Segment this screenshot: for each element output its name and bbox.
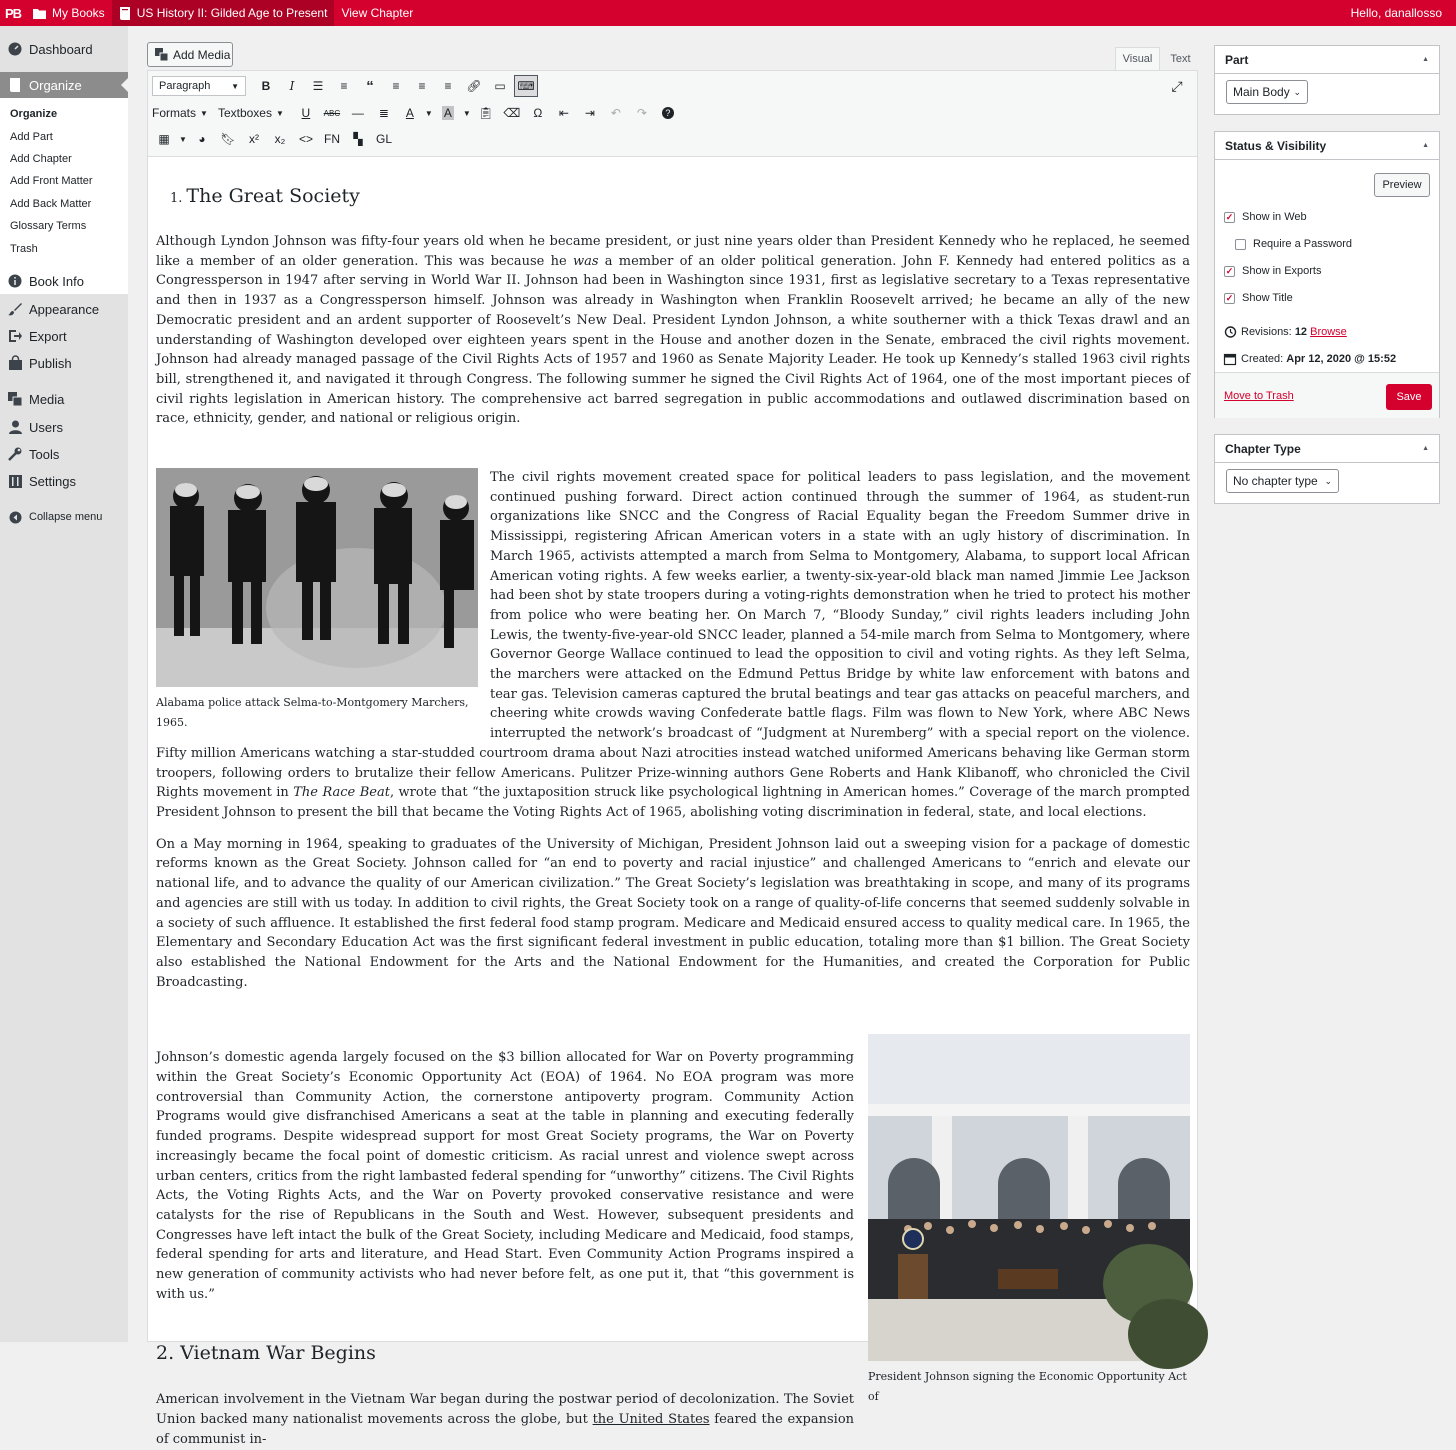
paragraph-1 xyxy=(156,232,1190,429)
chapter-type-select-value: No chapter type xyxy=(1233,474,1318,488)
menu-export[interactable] xyxy=(0,322,128,350)
greeting-label: Hello, danallosso xyxy=(1350,6,1442,20)
eoa-signing-photo[interactable] xyxy=(868,1034,1190,1361)
submenu-organize[interactable]: Organize xyxy=(10,108,58,120)
justify-icon[interactable]: ≣ xyxy=(378,106,389,120)
revisions-row xyxy=(1224,326,1347,338)
created-row xyxy=(1224,353,1396,365)
strikethrough-button[interactable]: ABC xyxy=(323,108,341,118)
editor-toolbar xyxy=(148,71,1197,157)
fullscreen-icon[interactable]: ⤢ xyxy=(1171,77,1183,94)
status-visibility-panel xyxy=(1214,131,1440,418)
folder-icon xyxy=(33,8,46,19)
menu-book-info[interactable] xyxy=(0,267,128,295)
require-password-checkbox[interactable] xyxy=(1235,238,1352,250)
chevron-down-icon[interactable]: ▼ xyxy=(462,108,471,118)
submenu-add-part[interactable]: Add Part xyxy=(10,131,53,143)
menu-collapse-label: Collapse menu xyxy=(29,511,103,523)
export-icon xyxy=(8,329,22,343)
calendar-icon xyxy=(1224,353,1236,365)
add-media-button[interactable] xyxy=(147,42,233,67)
view-chapter-link[interactable] xyxy=(334,0,420,26)
status-panel-title: Status & Visibility xyxy=(1225,138,1327,153)
chapter-type-panel xyxy=(1214,434,1440,504)
chapter-heading-1 xyxy=(170,183,1190,212)
glossary-button[interactable]: GL xyxy=(375,132,392,146)
bulleted-list-icon[interactable]: ☰ xyxy=(312,79,324,93)
read-more-icon[interactable]: ▭ xyxy=(494,79,506,93)
grid-icon[interactable]: ▚ xyxy=(353,132,363,146)
background-color-icon[interactable]: A xyxy=(443,106,452,120)
bold-button[interactable]: B xyxy=(261,79,271,93)
paragraph-text: a member of an older political generation. John F. Kennedy had entered politics as a Congressperson in 1947 after serving in World War II. Johnson had been in Washington since 1931, first as legislative secretary to a Texas representative and then in 1937 as a Congressperson himself. Johnson was already in Washington when Franklin Roosevelt arrived; he became an ally of the new Democratic president and an ardent supporter of Roosevelt’s New Deal. President Lyndon Johnson, a white southerner with a thick Texas drawl and an understanding of Washington developed over eighteen years spent in the House and another dozen in the Senate, embraced the civil rights movement. Johnson had already managed passage of the Civil Rights Acts of 1957 and 1960 as Senate Majority Leader. He took up Kennedy’s stalled 1963 civil rights bill, strengthened it, and navigated it through Congress. The following summer he signed the Civil Rights Act of 1964, one of the most important pieces of civil rights legislation in American history. The comprehensive act barred segregation in public accommodations and outlawed discrimination based on race, ethnicity, gender, and national or religious origin. xyxy=(156,253,1190,427)
wrench-icon xyxy=(8,447,22,461)
settings-sliders-icon xyxy=(8,474,22,488)
indent-icon[interactable]: ⇥ xyxy=(584,106,595,120)
collapse-arrow-icon[interactable]: ▲ xyxy=(1422,445,1429,452)
pressbooks-logo[interactable]: PB xyxy=(4,5,22,21)
revisions-label: Revisions: xyxy=(1241,326,1292,338)
browse-revisions-link[interactable]: Browse xyxy=(1310,326,1347,338)
organize-submenu xyxy=(0,98,128,294)
paragraph-text: feared the expansion of communist in- xyxy=(156,1412,855,1447)
part-select-value: Main Body xyxy=(1233,85,1290,99)
book-icon xyxy=(119,7,131,20)
align-center-icon[interactable]: ≡ xyxy=(418,79,426,93)
collapse-arrow-icon[interactable]: ▲ xyxy=(1422,56,1429,63)
clear-formatting-icon[interactable]: ⌫ xyxy=(503,106,521,120)
media-icon xyxy=(155,48,168,61)
menu-tools[interactable] xyxy=(0,440,128,468)
redo-icon[interactable]: ↷ xyxy=(636,106,647,120)
created-label: Created: xyxy=(1241,353,1284,365)
menu-organize-label: Organize xyxy=(29,77,82,93)
part-panel-header[interactable] xyxy=(1215,46,1439,74)
footnote-button[interactable]: FN xyxy=(324,132,340,146)
menu-publish[interactable] xyxy=(0,349,128,377)
editor-content[interactable] xyxy=(156,171,1190,1450)
menu-dashboard-label: Dashboard xyxy=(29,41,93,57)
menu-export-label: Export xyxy=(29,328,67,344)
menu-settings[interactable] xyxy=(0,467,128,495)
user-icon xyxy=(8,420,22,434)
book-title-link[interactable] xyxy=(112,0,335,26)
move-to-trash-link[interactable]: Move to Trash xyxy=(1224,390,1294,402)
figure-selma[interactable] xyxy=(156,468,478,733)
textboxes-dropdown[interactable] xyxy=(218,106,284,120)
textboxes-label: Textboxes xyxy=(217,106,272,120)
menu-media-label: Media xyxy=(29,391,65,407)
paste-text-icon[interactable]: 📋︎ xyxy=(478,106,494,120)
help-icon[interactable]: ? xyxy=(656,102,680,124)
align-right-icon[interactable]: ≡ xyxy=(444,79,452,93)
menu-appearance-label: Appearance xyxy=(29,301,100,317)
undo-icon[interactable]: ↶ xyxy=(610,106,621,120)
shopping-bag-icon xyxy=(8,356,22,370)
toolbar-toggle-icon[interactable]: ⌨ xyxy=(514,75,538,97)
numbered-list-icon[interactable]: ≡ xyxy=(340,79,348,93)
editor-area[interactable] xyxy=(147,70,1198,1447)
menu-publish-label: Publish xyxy=(29,355,72,371)
menu-users-label: Users xyxy=(29,419,63,435)
menu-settings-label: Settings xyxy=(29,473,76,489)
require-password-label: Require a Password xyxy=(1253,238,1353,250)
revisions-count: 12 xyxy=(1294,326,1308,338)
underline-button[interactable]: U xyxy=(301,106,311,120)
admin-sidebar xyxy=(0,26,128,1342)
dashboard-icon xyxy=(8,42,22,56)
paragraph-emphasis: was xyxy=(572,253,599,269)
submenu-trash[interactable]: Trash xyxy=(10,243,38,255)
show-title-checkbox[interactable] xyxy=(1224,292,1293,304)
checkmark-icon[interactable]: ✓ xyxy=(1225,211,1234,222)
show-in-web-checkbox[interactable] xyxy=(1224,211,1307,223)
collapse-arrow-icon[interactable]: ▲ xyxy=(1422,142,1429,149)
chevron-down-icon: ▼ xyxy=(275,108,284,118)
menu-collapse[interactable] xyxy=(0,503,128,531)
tab-visual[interactable]: Visual xyxy=(1115,47,1160,70)
media-icon xyxy=(8,392,22,406)
paragraph-link[interactable]: the United States xyxy=(592,1412,710,1428)
menu-appearance[interactable] xyxy=(0,295,128,323)
submenu-glossary-terms[interactable]: Glossary Terms xyxy=(10,220,87,232)
my-books-link[interactable] xyxy=(26,0,112,26)
chevron-down-icon: ⌄ xyxy=(1324,475,1332,486)
link-icon[interactable]: 🔗︎ xyxy=(466,79,482,93)
paragraph-text: The civil rights movement created space for political leaders to pass legislation, and the movement continued pushing forward. Direct action continued through the summer of 1964, as student-run organizations like SNCC and the Congress of Racial Equality began the Freedom Summer drive in Mississippi, registering African American voters in a state with an ugly history of discrimination. In March 1965, activists attempted a march from Selma to Montgomery, Alabama, to support local African American voting rights. A few weeks earlier, a twenty-six-year-old black man named Jimmie Lee Jackson had been shot by state troopers during a voting-rights demonstration when he tried to protect his mother from police who were beating her. On March 7, “Bloody Sunday,” civil rights leaders including John Lewis, the twenty-five-year-old SNCC leader, planned a 54-mile march from Selma to Montgomery, where Governor George Wallace continued to lead the opposition to civil and voting rights. As they left Selma, the marchers were attacked on the Edmund Pettus Bridge by white law enforcement with batons and tear gas. Television cameras captured the brutal beatings and tear gas attacks on peaceful marchers, and cheering white crowds waving Confederate battle flags. Film was flown to New York, where ABC News interrupted the network’s broadcast of “Judgment at Nuremberg” with a special report on the violence. Fifty million Americans watching a star-studded courtroom drama about Nazi atrocities instead watched uniformed Americans behaving like German storm troopers, following orders to brutalize their fellow Americans. Pulitzer Prize-winning authors Gene Roberts and Hank Klibanoff, who chronicled the Civil Rights movement in xyxy=(156,470,1190,801)
superscript-icon[interactable]: x² xyxy=(249,132,259,146)
collapse-icon xyxy=(8,510,22,524)
paragraph-format-value: Paragraph xyxy=(159,80,211,92)
chevron-down-icon[interactable]: ▼ xyxy=(179,134,187,144)
view-chapter-label: View Chapter xyxy=(341,6,414,20)
chapter-type-panel-header[interactable] xyxy=(1215,435,1439,463)
bookmark-icon[interactable]: 🔖︎ xyxy=(220,132,236,146)
preview-button[interactable]: Preview xyxy=(1374,173,1430,197)
menu-dashboard[interactable] xyxy=(0,35,128,63)
user-greeting[interactable] xyxy=(1351,0,1442,26)
my-books-label: My Books xyxy=(52,6,105,20)
formats-label: Formats xyxy=(152,106,197,120)
chapter-type-panel-title: Chapter Type xyxy=(1225,441,1301,456)
tab-text[interactable]: Text xyxy=(1170,52,1191,65)
equation-icon[interactable]: ◕ xyxy=(198,132,206,146)
history-icon xyxy=(1224,326,1236,338)
blockquote-icon[interactable]: “ xyxy=(366,77,374,95)
book-title-label: US History II: Gilded Age to Present xyxy=(136,6,328,20)
menu-media[interactable] xyxy=(0,385,128,413)
part-panel xyxy=(1214,45,1440,115)
submenu-add-front-matter[interactable]: Add Front Matter xyxy=(10,175,93,187)
paragraph-text: Although Lyndon Johnson was fifty-four years old when he became president, or just nine years older than President Kennedy who he replaced, he seemed like a member of an older generation. This was because he xyxy=(156,234,1190,269)
menu-book-info-label: Book Info xyxy=(29,273,84,289)
chevron-down-icon: ▼ xyxy=(231,81,239,91)
paragraph-4: Johnson’s domestic agenda largely focused on the $3 billion allocated for War on Poverty programming within the Great Society’s Economic Opportunity Act (EOA) of 1964. No EOA program was more controversial than Community Action, the cornerstone antipoverty program. Community Action Programs would give disfranchised Americans a seat at the table in planning and executing federally funded programs. Despite widespread support for most Great Society programs, the War on Poverty increasingly became the focal point of domestic criticism. As racial unrest and violence swept across urban centers, critics from the right lambasted federal spending for “unworthy” citizens. The Civil Rights Acts, the Voting Rights Acts, and the War on Poverty provoked conservative resistance and were catalysts for the rise of Republicans in the South and West. However, subsequent presidents and Congresses have left intact the bulk of the Great Society, including Medicare and Medicaid, food stamps, federal spending for arts and literature, and Head Start. Even Community Action Programs inspired a new generation of community activists who had never before felt, as one put it, that “this government is with us.” xyxy=(156,1050,854,1302)
paragraph-emphasis: The Race Beat xyxy=(293,785,390,801)
heading-number: 1. xyxy=(170,191,183,206)
paragraph-text: American involvement in the Vietnam War began during the postwar period of decolonization. The Soviet Union backed many nationalist movements across the globe, but xyxy=(156,1392,854,1428)
status-panel-header[interactable] xyxy=(1215,132,1439,160)
paintbrush-icon xyxy=(8,302,22,316)
italic-button[interactable]: I xyxy=(289,79,295,93)
show-in-exports-checkbox[interactable] xyxy=(1224,265,1321,277)
chevron-down-icon: ▼ xyxy=(200,108,208,118)
part-select[interactable] xyxy=(1226,80,1308,104)
special-character-icon[interactable]: Ω xyxy=(533,106,543,120)
show-in-exports-label: Show in Exports xyxy=(1242,265,1322,277)
paragraph-3: On a May morning in 1964, speaking to graduates of the University of Michigan, President Johnson laid out a sweeping vision for a package of domestic reforms known as the Great Society. Johnson called for “an end to poverty and racial injustice” and challenged Americans to “enrich and elevate our national life, and to advance the quality of our American civilization.” The Great Society’s legislation was breathtaking in scope, and many of its programs and agencies are still with us today. In addition to civil rights, the Great Society took on a range of quality-of-life concerns that seemed suddenly solvable in a society of such affluence. It established the first federal food stamp program. Medicare and Medicaid ensured access to quality medical care. In 1965, the Elementary and Secondary Education Act was the first significant federal investment in public education, totaling more than $1 billion. The Great Society also established the National Endowment for the Arts and the National Endowment for the Humanities, and created the Corporation for Public Broadcasting. xyxy=(156,836,1190,990)
menu-organize[interactable] xyxy=(0,72,128,98)
show-title-label: Show Title xyxy=(1242,292,1293,304)
chapter-heading-2: 2. Vietnam War Begins xyxy=(156,1342,376,1365)
submenu-add-chapter[interactable]: Add Chapter xyxy=(10,153,72,165)
book-icon xyxy=(8,78,22,92)
checkmark-icon[interactable]: ✓ xyxy=(1225,292,1234,303)
info-icon xyxy=(8,274,22,288)
formats-dropdown[interactable] xyxy=(152,106,208,120)
save-button[interactable]: Save xyxy=(1386,384,1432,410)
table-icon[interactable]: ▦ xyxy=(158,132,170,146)
chevron-down-icon: ⌄ xyxy=(1293,86,1301,97)
code-icon[interactable]: <> xyxy=(298,132,313,146)
horizontal-line-icon[interactable]: — xyxy=(351,106,364,120)
paragraph-format-select[interactable] xyxy=(152,76,246,96)
menu-users[interactable] xyxy=(0,413,128,441)
show-in-web-label: Show in Web xyxy=(1242,211,1307,223)
align-left-icon[interactable]: ≡ xyxy=(392,79,400,93)
chevron-down-icon[interactable]: ▼ xyxy=(424,108,433,118)
figure-eoa-signing[interactable] xyxy=(868,1034,1190,1407)
checkmark-icon[interactable]: ✓ xyxy=(1225,265,1234,276)
figure-caption: Alabama police attack Selma-to-Montgomery Marchers, 1965. xyxy=(156,696,469,730)
selma-photo[interactable] xyxy=(156,468,478,687)
subscript-icon[interactable]: x₂ xyxy=(274,132,286,146)
menu-tools-label: Tools xyxy=(29,446,60,462)
created-value: Apr 12, 2020 @ 15:52 xyxy=(1286,353,1397,365)
outdent-icon[interactable]: ⇤ xyxy=(558,106,569,120)
chapter-type-select[interactable] xyxy=(1226,469,1339,493)
figure-caption: President Johnson signing the Economic Opportunity Act of xyxy=(868,1370,1187,1404)
submenu-add-back-matter[interactable]: Add Back Matter xyxy=(10,198,92,210)
part-panel-title: Part xyxy=(1225,52,1249,67)
paragraph-text: , wrote that “the juxtaposition struck like psychological lightning in American homes.” Coverage of the march prompted President Johnson to present the bill that became the Voting Rights Act of 1965, abolishing voting discrimination in federal, state, and local elections. xyxy=(156,785,1190,820)
heading-text: The Great Society xyxy=(186,185,360,207)
text-color-icon[interactable]: A xyxy=(405,106,414,120)
admin-bar xyxy=(0,0,1456,26)
add-media-label: Add Media xyxy=(173,47,231,62)
checkbox-empty-icon[interactable] xyxy=(1235,239,1246,250)
